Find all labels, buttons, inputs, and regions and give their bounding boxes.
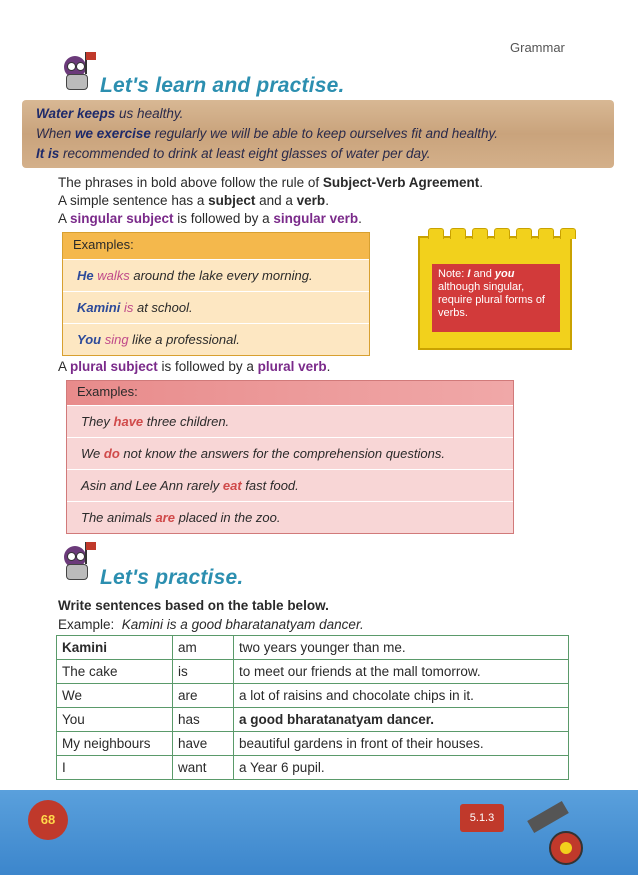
robot-mascot-icon (60, 50, 94, 90)
singular-example-row: He walks around the lake every morning. (63, 259, 369, 291)
table-cell-subjects: Kamini (57, 636, 173, 660)
singular-example-row: You sing like a professional. (63, 323, 369, 355)
robot-arm-icon (508, 790, 588, 870)
practise-heading: Let's practise. (100, 566, 244, 589)
table-cell-complements: a lot of raisins and chocolate chips in it. (234, 684, 569, 708)
page-number: 68 (28, 800, 68, 840)
table-cell-subjects: I (57, 756, 173, 780)
note-text: Note: I and you although singular, require plural forms of verbs. (432, 264, 560, 332)
lesson-code: 5.1.3 (460, 804, 504, 832)
note-block (418, 236, 572, 350)
table-row (57, 660, 569, 684)
banner-line-1: Water keeps us healthy. (36, 106, 184, 121)
section-label: Grammar (510, 40, 565, 55)
table-cell-subjects: You (57, 708, 173, 732)
plural-examples-box (66, 380, 514, 534)
intro-line-2: A simple sentence has a subject and a verb. (58, 193, 329, 208)
table-cell-complements: two years younger than me. (234, 636, 569, 660)
table-cell-verbs: have (173, 732, 234, 756)
banner-line-2: When we exercise regularly we will be able to keep ourselves fit and healthy. (36, 126, 499, 141)
table-cell-complements: to meet our friends at the mall tomorrow. (234, 660, 569, 684)
example-banner (22, 100, 614, 168)
learn-heading: Let's learn and practise. (100, 74, 345, 97)
table-cell-subjects: We (57, 684, 173, 708)
plural-intro: A plural subject is followed by a plural verb. (58, 359, 331, 374)
plural-examples-header: Examples: (67, 381, 513, 405)
substitution-table (56, 635, 569, 780)
plural-example-row: The animals are placed in the zoo. (67, 501, 513, 533)
practise-instruction: Write sentences based on the table below. (58, 598, 329, 613)
table-cell-verbs: has (173, 708, 234, 732)
table-cell-subjects: The cake (57, 660, 173, 684)
plural-example-row: Asin and Lee Ann rarely eat fast food. (67, 469, 513, 501)
table-cell-verbs: are (173, 684, 234, 708)
singular-examples-box (62, 232, 370, 356)
intro-line-3: A singular subject is followed by a singular verb. (58, 211, 362, 226)
table-cell-complements: a good bharatanatyam dancer. (234, 708, 569, 732)
robot-mascot-icon (60, 540, 94, 580)
table-cell-verbs: is (173, 660, 234, 684)
singular-examples-header: Examples: (63, 233, 369, 259)
table-row (57, 684, 569, 708)
practise-example: Example: Kamini is a good bharatanatyam dancer. (58, 617, 364, 632)
table-row (57, 708, 569, 732)
table-row (57, 636, 569, 660)
singular-example-row: Kamini is at school. (63, 291, 369, 323)
table-cell-complements: a Year 6 pupil. (234, 756, 569, 780)
table-cell-subjects: My neighbours (57, 732, 173, 756)
table-cell-complements: beautiful gardens in front of their houses. (234, 732, 569, 756)
plural-example-row: They have three children. (67, 405, 513, 437)
table-cell-verbs: want (173, 756, 234, 780)
intro-line-1: The phrases in bold above follow the rule of Subject-Verb Agreement. (58, 175, 483, 190)
table-row (57, 732, 569, 756)
table-row (57, 756, 569, 780)
table-cell-verbs: am (173, 636, 234, 660)
intro-text (58, 174, 483, 228)
plural-example-row: We do not know the answers for the comprehension questions. (67, 437, 513, 469)
banner-line-3: It is recommended to drink at least eight glasses of water per day. (36, 146, 431, 161)
